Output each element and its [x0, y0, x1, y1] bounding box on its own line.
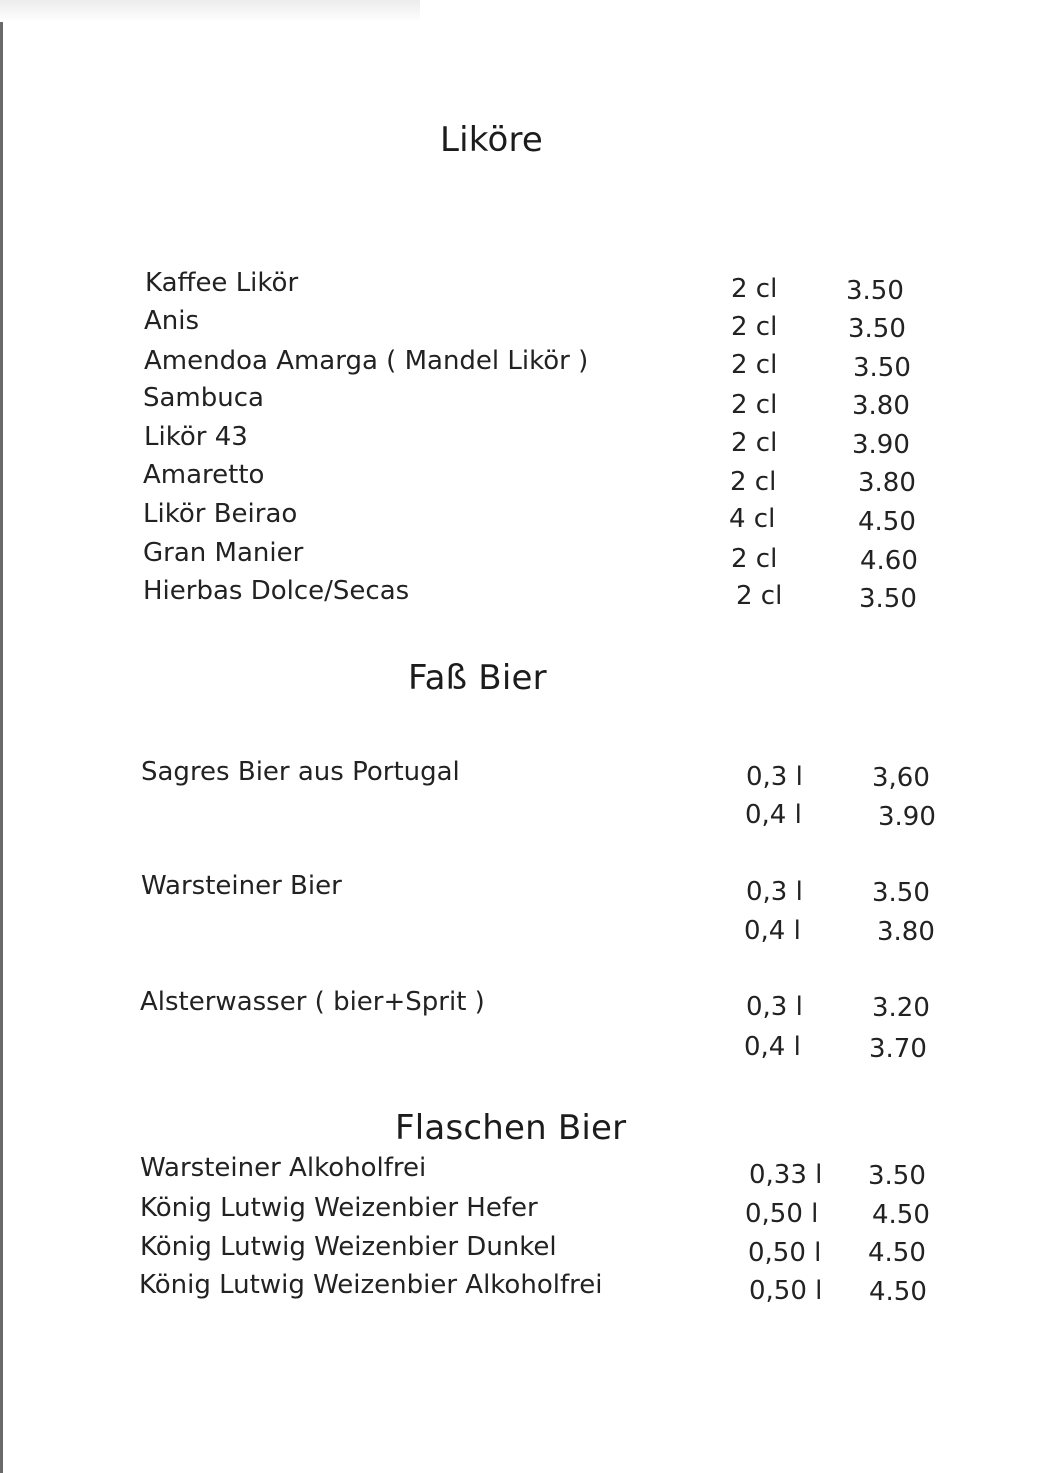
menu-row	[0, 499, 1040, 535]
menu-row	[0, 757, 1040, 793]
item-name: Anis	[144, 306, 200, 336]
item-price: 3.50	[868, 1161, 926, 1191]
menu-row	[0, 306, 1040, 342]
menu-row	[0, 576, 1040, 612]
item-price: 3.50	[848, 314, 906, 344]
item-name: Amendoa Amarga ( Mandel Likör )	[144, 346, 589, 376]
item-qty: 2 cl	[731, 428, 778, 458]
item-name: Alsterwasser ( bier+Sprit )	[140, 987, 485, 1017]
item-price: 3.70	[869, 1034, 927, 1064]
menu-row	[0, 1030, 1040, 1066]
item-qty: 2 cl	[731, 390, 778, 420]
item-price: 3.90	[878, 802, 936, 832]
item-name: Kaffee Likör	[145, 268, 299, 298]
scan-shadow	[0, 0, 420, 22]
menu-row	[0, 987, 1040, 1023]
item-name: König Lutwig Weizenbier Alkoholfrei	[139, 1270, 603, 1300]
item-price: 3.20	[872, 993, 930, 1023]
item-name: Gran Manier	[143, 538, 304, 568]
item-qty: 2 cl	[731, 544, 778, 574]
menu-row	[0, 383, 1040, 419]
item-name: König Lutwig Weizenbier Hefer	[140, 1193, 538, 1223]
item-price: 4.50	[868, 1238, 926, 1268]
menu-row	[0, 798, 1040, 834]
item-price: 3.90	[852, 430, 910, 460]
item-qty: 2 cl	[731, 312, 778, 342]
menu-row	[0, 268, 1040, 304]
item-price: 4.50	[858, 507, 916, 537]
item-qty: 2 cl	[736, 581, 783, 611]
item-qty: 0,50 l	[749, 1276, 823, 1306]
item-name: Sambuca	[143, 383, 264, 413]
menu-row	[0, 1153, 1040, 1189]
item-price: 3,60	[872, 763, 930, 793]
item-price: 3.80	[852, 391, 910, 421]
menu-row	[0, 1193, 1040, 1229]
menu-row	[0, 422, 1040, 458]
menu-row	[0, 914, 1040, 950]
item-qty: 0,50 l	[748, 1238, 822, 1268]
item-price: 4.50	[872, 1200, 930, 1230]
item-price: 4.50	[869, 1277, 927, 1307]
item-qty: 0,4 l	[744, 1032, 801, 1062]
item-price: 3.50	[872, 878, 930, 908]
item-price: 3.80	[877, 917, 935, 947]
item-name: König Lutwig Weizenbier Dunkel	[140, 1232, 557, 1262]
item-name: Hierbas Dolce/Secas	[143, 576, 410, 606]
item-price: 3.50	[859, 584, 917, 614]
item-name: Likör Beirao	[143, 499, 298, 529]
item-price: 3.50	[846, 276, 904, 306]
item-qty: 0,33 l	[749, 1160, 823, 1190]
section-title-flaschen-bier: Flaschen Bier	[395, 1108, 627, 1148]
menu-row	[0, 1270, 1040, 1306]
menu-row	[0, 871, 1040, 907]
item-qty: 0,3 l	[746, 877, 803, 907]
item-price: 3.80	[858, 468, 916, 498]
item-price: 4.60	[860, 546, 918, 576]
item-price: 3.50	[853, 353, 911, 383]
item-qty: 2 cl	[731, 350, 778, 380]
item-name: Likör 43	[144, 422, 248, 452]
item-name: Warsteiner Alkoholfrei	[140, 1153, 427, 1183]
menu-row	[0, 538, 1040, 574]
item-qty: 4 cl	[729, 504, 776, 534]
menu-row	[0, 1232, 1040, 1268]
menu-row	[0, 460, 1040, 496]
item-name: Warsteiner Bier	[141, 871, 342, 901]
item-qty: 2 cl	[730, 467, 777, 497]
section-title-likoere: Likör​e	[440, 120, 544, 160]
menu-row	[0, 346, 1040, 382]
item-qty: 0,3 l	[746, 992, 803, 1022]
item-qty: 0,4 l	[744, 916, 801, 946]
item-qty: 0,3 l	[746, 762, 803, 792]
item-qty: 0,50 l	[745, 1199, 819, 1229]
item-name: Amaretto	[143, 460, 265, 490]
item-qty: 0,4 l	[745, 800, 802, 830]
section-title-fass-bier: Faß Bier	[408, 658, 547, 698]
item-name: Sagres Bier aus Portugal	[141, 757, 460, 787]
item-qty: 2 cl	[731, 274, 778, 304]
